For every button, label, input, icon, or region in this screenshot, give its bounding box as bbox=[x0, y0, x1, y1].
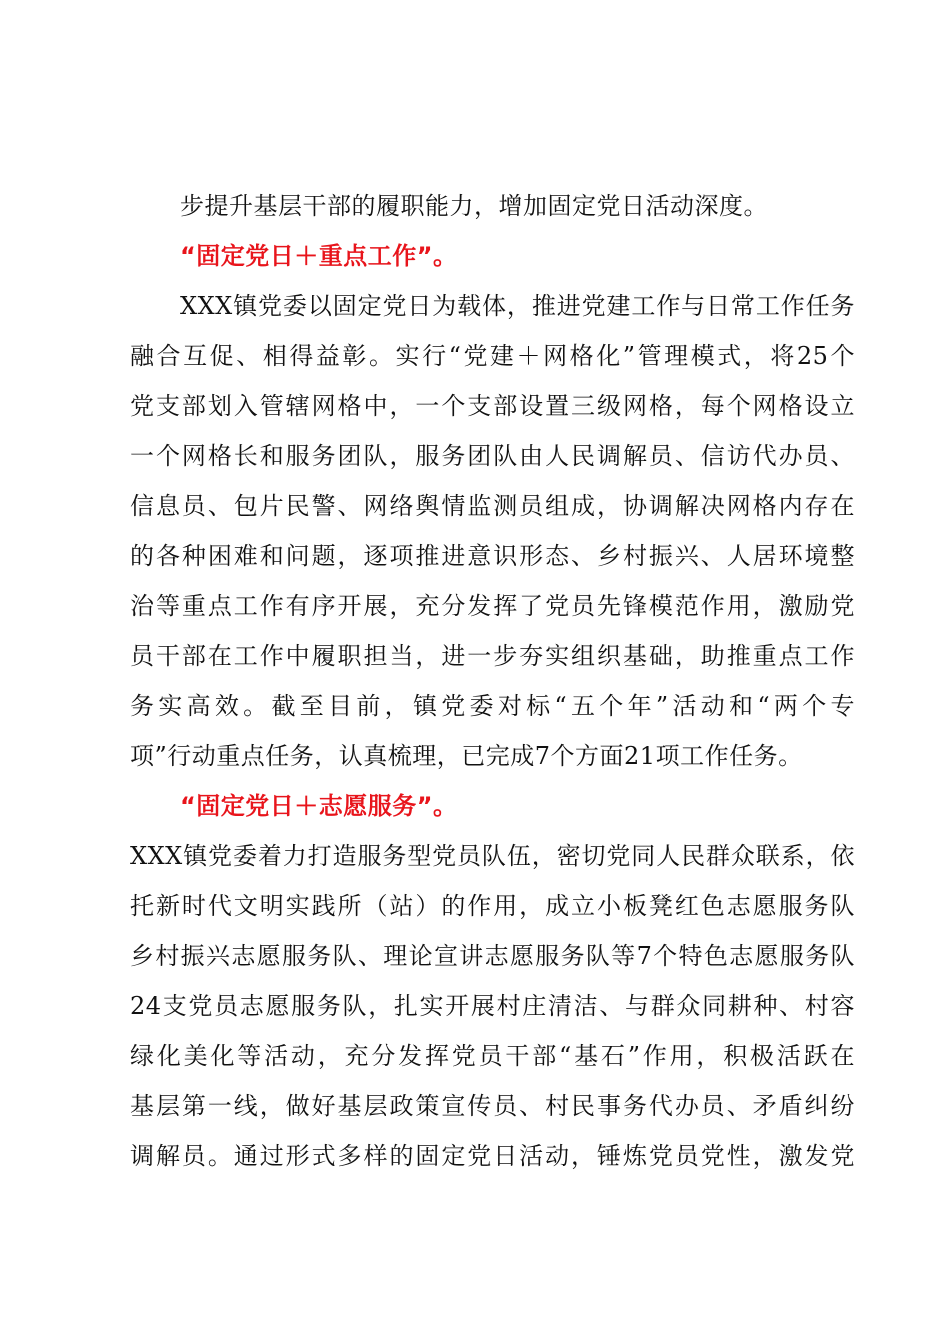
section-heading-volunteer-service: “固定党日＋志愿服务”。 bbox=[180, 792, 458, 820]
paragraph-line: 信息员、包片民警、网络舆情监测员组成，协调解决网格内存在 bbox=[130, 492, 855, 520]
paragraph-line: XXX镇党委着力打造服务型党员队伍，密切党同人民群众联系，依 bbox=[130, 842, 855, 870]
paragraph-line: XXX镇党委以固定党日为载体，推进党建工作与日常工作任务 bbox=[180, 292, 855, 320]
paragraph-line: 党支部划入管辖网格中，一个支部设置三级网格，每个网格设立 bbox=[130, 392, 855, 420]
paragraph-line: 的各种困难和问题，逐项推进意识形态、乡村振兴、人居环境整 bbox=[130, 542, 855, 570]
paragraph-line: 乡村振兴志愿服务队、理论宣讲志愿服务队等7个特色志愿服务队 bbox=[130, 942, 855, 970]
paragraph-line: 治等重点工作有序开展，充分发挥了党员先锋模范作用，激励党 bbox=[130, 592, 855, 620]
paragraph-line: 一个网格长和服务团队，服务团队由人民调解员、信访代办员、 bbox=[130, 442, 855, 470]
paragraph-line: 调解员。通过形式多样的固定党日活动，锤炼党员党性，激发党 bbox=[130, 1142, 855, 1170]
paragraph-line: 融合互促、相得益彰。实行“党建＋网格化”管理模式，将25个 bbox=[130, 342, 855, 370]
section-heading-key-work: “固定党日＋重点工作”。 bbox=[180, 242, 458, 270]
paragraph-line: 务实高效。截至目前，镇党委对标“五个年”活动和“两个专 bbox=[130, 692, 855, 720]
paragraph-line: 步提升基层干部的履职能力，增加固定党日活动深度。 bbox=[180, 192, 768, 220]
paragraph-line: 项”行动重点任务，认真梳理，已完成7个方面21项工作任务。 bbox=[130, 742, 803, 770]
paragraph-line: 基层第一线，做好基层政策宣传员、村民事务代办员、矛盾纠纷 bbox=[130, 1092, 855, 1120]
paragraph-line: 员干部在工作中履职担当，进一步夯实组织基础，助推重点工作 bbox=[130, 642, 855, 670]
paragraph-line: 托新时代文明实践所（站）的作用，成立小板凳红色志愿服务队 bbox=[130, 892, 855, 920]
paragraph-line: 24支党员志愿服务队，扎实开展村庄清洁、与群众同耕种、村容 bbox=[130, 992, 855, 1020]
paragraph-line: 绿化美化等活动，充分发挥党员干部“基石”作用，积极活跃在 bbox=[130, 1042, 855, 1070]
